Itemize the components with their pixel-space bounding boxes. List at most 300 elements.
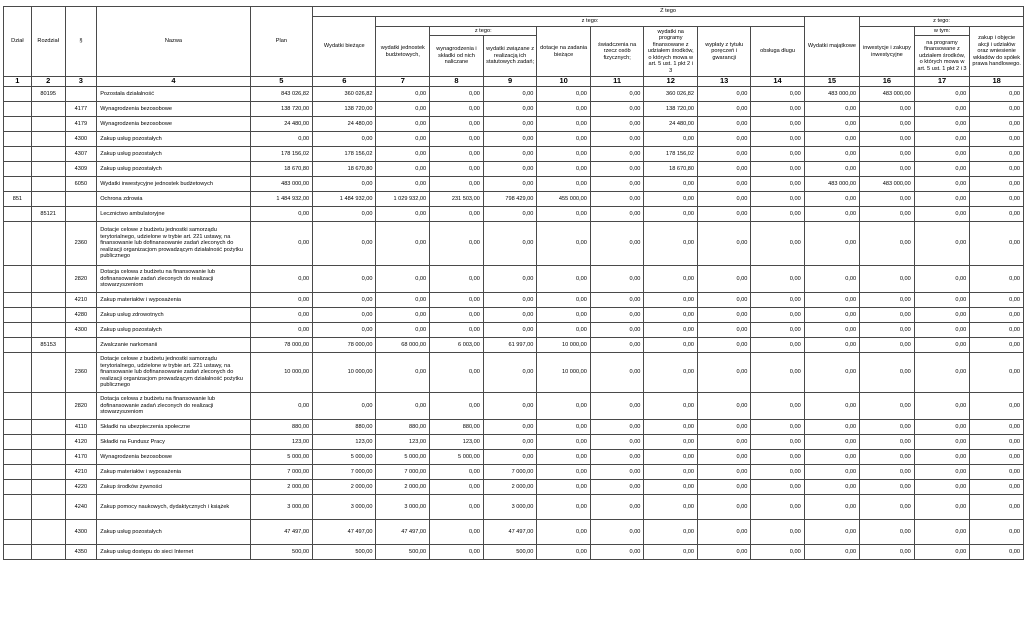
- amount-cell: 0,00: [313, 293, 376, 308]
- paragraf-cell: 4350: [65, 545, 97, 560]
- amount-cell: 0,00: [590, 435, 644, 450]
- dzial-cell: [4, 308, 32, 323]
- amount-cell: 0,00: [751, 117, 804, 132]
- col-number: 14: [751, 77, 804, 87]
- amount-cell: 3 000,00: [250, 495, 312, 520]
- header-inwestycje: inwestycje i zakupy inwestycyjne: [860, 27, 915, 77]
- amount-cell: 0,00: [914, 192, 970, 207]
- amount-cell: 0,00: [250, 266, 312, 293]
- amount-cell: 0,00: [644, 207, 698, 222]
- table-row: [4, 177, 1024, 192]
- amount-cell: 3 000,00: [376, 495, 430, 520]
- amount-cell: 0,00: [804, 323, 859, 338]
- amount-cell: 0,00: [804, 420, 859, 435]
- amount-cell: 123,00: [430, 435, 484, 450]
- amount-cell: 0,00: [644, 480, 698, 495]
- amount-cell: 0,00: [590, 480, 644, 495]
- header-z-tego-jednostek: z tego:: [430, 27, 537, 36]
- amount-cell: 0,00: [751, 102, 804, 117]
- amount-cell: 5 000,00: [376, 450, 430, 465]
- header-wynagrodzenia: wynagrodzenia i składki od nich naliczane: [430, 36, 484, 77]
- amount-cell: 0,00: [970, 102, 1024, 117]
- amount-cell: 0,00: [644, 450, 698, 465]
- amount-cell: 0,00: [698, 420, 751, 435]
- col-number: 8: [430, 77, 484, 87]
- amount-cell: 0,00: [914, 207, 970, 222]
- amount-cell: 178 156,02: [250, 147, 312, 162]
- amount-cell: 3 000,00: [483, 495, 537, 520]
- amount-cell: 0,00: [537, 480, 591, 495]
- amount-cell: 0,00: [590, 308, 644, 323]
- amount-cell: 0,00: [914, 87, 970, 102]
- rozdzial-cell: [31, 308, 65, 323]
- amount-cell: 0,00: [751, 435, 804, 450]
- amount-cell: 0,00: [698, 293, 751, 308]
- amount-cell: 0,00: [751, 177, 804, 192]
- dzial-cell: [4, 222, 32, 266]
- amount-cell: 0,00: [970, 162, 1024, 177]
- amount-cell: 0,00: [430, 266, 484, 293]
- amount-cell: 2 000,00: [483, 480, 537, 495]
- amount-cell: 7 000,00: [313, 465, 376, 480]
- dzial-cell: [4, 465, 32, 480]
- amount-cell: 0,00: [751, 323, 804, 338]
- amount-cell: 0,00: [751, 420, 804, 435]
- amount-cell: 0,00: [376, 87, 430, 102]
- rozdzial-cell: [31, 480, 65, 495]
- nazwa-cell: Zakup usług zdrowotnych: [97, 308, 250, 323]
- amount-cell: 0,00: [970, 393, 1024, 420]
- amount-cell: 10 000,00: [250, 353, 312, 393]
- nazwa-cell: Wydatki inwestycyjne jednostek budżetowych: [97, 177, 250, 192]
- table-row: [4, 266, 1024, 293]
- amount-cell: 24 480,00: [644, 117, 698, 132]
- amount-cell: 0,00: [698, 393, 751, 420]
- amount-cell: 178 156,02: [313, 147, 376, 162]
- amount-cell: 0,00: [804, 480, 859, 495]
- amount-cell: 0,00: [644, 132, 698, 147]
- amount-cell: 231 503,00: [430, 192, 484, 207]
- amount-cell: 0,00: [590, 222, 644, 266]
- amount-cell: 880,00: [313, 420, 376, 435]
- amount-cell: 7 000,00: [376, 465, 430, 480]
- amount-cell: 0,00: [698, 353, 751, 393]
- amount-cell: 0,00: [804, 338, 859, 353]
- amount-cell: 0,00: [751, 338, 804, 353]
- amount-cell: 0,00: [914, 308, 970, 323]
- amount-cell: 0,00: [644, 308, 698, 323]
- amount-cell: 0,00: [376, 117, 430, 132]
- amount-cell: 0,00: [376, 293, 430, 308]
- amount-cell: 0,00: [590, 177, 644, 192]
- paragraf-cell: 4280: [65, 308, 97, 323]
- amount-cell: 0,00: [590, 393, 644, 420]
- header-dotacje: dotacje na zadania bieżące: [537, 27, 591, 77]
- amount-cell: 3 000,00: [313, 495, 376, 520]
- col-number: 12: [644, 77, 698, 87]
- amount-cell: 0,00: [860, 353, 915, 393]
- amount-cell: 0,00: [313, 177, 376, 192]
- amount-cell: 0,00: [537, 117, 591, 132]
- amount-cell: 18 670,80: [644, 162, 698, 177]
- amount-cell: 0,00: [430, 177, 484, 192]
- amount-cell: 0,00: [537, 465, 591, 480]
- amount-cell: 0,00: [590, 207, 644, 222]
- amount-cell: 0,00: [698, 480, 751, 495]
- table-row: [4, 308, 1024, 323]
- amount-cell: 0,00: [804, 450, 859, 465]
- amount-cell: 0,00: [313, 323, 376, 338]
- amount-cell: 0,00: [698, 545, 751, 560]
- amount-cell: 0,00: [860, 545, 915, 560]
- amount-cell: 0,00: [751, 293, 804, 308]
- amount-cell: 0,00: [751, 480, 804, 495]
- amount-cell: 0,00: [376, 266, 430, 293]
- rozdzial-cell: [31, 177, 65, 192]
- paragraf-cell: 4170: [65, 450, 97, 465]
- table-row: [4, 545, 1024, 560]
- paragraf-cell: 4110: [65, 420, 97, 435]
- amount-cell: 0,00: [914, 480, 970, 495]
- amount-cell: 123,00: [250, 435, 312, 450]
- paragraf-cell: 4300: [65, 323, 97, 338]
- amount-cell: 0,00: [483, 308, 537, 323]
- rozdzial-cell: [31, 117, 65, 132]
- amount-cell: 5 000,00: [250, 450, 312, 465]
- amount-cell: 0,00: [804, 162, 859, 177]
- amount-cell: 0,00: [751, 353, 804, 393]
- amount-cell: 0,00: [970, 323, 1024, 338]
- amount-cell: 0,00: [860, 338, 915, 353]
- amount-cell: 1 484 932,00: [250, 192, 312, 207]
- amount-cell: 0,00: [313, 222, 376, 266]
- amount-cell: 0,00: [590, 117, 644, 132]
- dzial-cell: [4, 338, 32, 353]
- amount-cell: 0,00: [590, 450, 644, 465]
- rozdzial-cell: [31, 520, 65, 545]
- amount-cell: 0,00: [698, 102, 751, 117]
- col-number: 16: [860, 77, 915, 87]
- header-plan: Plan: [250, 7, 312, 77]
- amount-cell: 0,00: [430, 102, 484, 117]
- amount-cell: 0,00: [537, 162, 591, 177]
- table-header: [4, 7, 1024, 87]
- amount-cell: 0,00: [860, 192, 915, 207]
- amount-cell: 483 000,00: [804, 87, 859, 102]
- amount-cell: 0,00: [860, 465, 915, 480]
- dzial-cell: 851: [4, 192, 32, 207]
- amount-cell: 1 484 932,00: [313, 192, 376, 207]
- table-row: [4, 147, 1024, 162]
- paragraf-cell: 4309: [65, 162, 97, 177]
- dzial-cell: [4, 147, 32, 162]
- rozdzial-cell: [31, 162, 65, 177]
- paragraf-cell: 2820: [65, 266, 97, 293]
- paragraf-cell: 6050: [65, 177, 97, 192]
- amount-cell: 0,00: [537, 207, 591, 222]
- amount-cell: 0,00: [590, 495, 644, 520]
- amount-cell: 0,00: [914, 102, 970, 117]
- amount-cell: 0,00: [751, 207, 804, 222]
- nazwa-cell: Zakup usług pozostałych: [97, 323, 250, 338]
- amount-cell: 0,00: [698, 222, 751, 266]
- table-row: [4, 495, 1024, 520]
- amount-cell: 0,00: [644, 222, 698, 266]
- amount-cell: 0,00: [970, 480, 1024, 495]
- amount-cell: 0,00: [804, 495, 859, 520]
- dzial-cell: [4, 162, 32, 177]
- paragraf-cell: 2360: [65, 222, 97, 266]
- paragraf-cell: 2360: [65, 353, 97, 393]
- amount-cell: 455 000,00: [537, 192, 591, 207]
- amount-cell: 0,00: [970, 266, 1024, 293]
- amount-cell: 10 000,00: [313, 353, 376, 393]
- table-row: [4, 338, 1024, 353]
- nazwa-cell: Zakup usług pozostałych: [97, 520, 250, 545]
- amount-cell: 843 026,82: [250, 87, 312, 102]
- amount-cell: 0,00: [804, 353, 859, 393]
- dzial-cell: [4, 293, 32, 308]
- amount-cell: 0,00: [537, 266, 591, 293]
- header-programy: wydatki na programy finansowane z udziałem środków, o których mowa w art. 5 ust. 1 pkt 2 i 3: [644, 27, 698, 77]
- table-row: [4, 293, 1024, 308]
- amount-cell: 0,00: [590, 545, 644, 560]
- amount-cell: 798 429,00: [483, 192, 537, 207]
- col-number: 6: [313, 77, 376, 87]
- header-dzial: Dział: [4, 7, 32, 77]
- dzial-cell: [4, 520, 32, 545]
- amount-cell: 0,00: [970, 420, 1024, 435]
- amount-cell: 0,00: [590, 266, 644, 293]
- paragraf-cell: 4179: [65, 117, 97, 132]
- amount-cell: 0,00: [804, 465, 859, 480]
- amount-cell: 0,00: [970, 353, 1024, 393]
- amount-cell: 0,00: [313, 308, 376, 323]
- nazwa-cell: Zakup usług pozostałych: [97, 147, 250, 162]
- amount-cell: 0,00: [751, 147, 804, 162]
- amount-cell: 0,00: [376, 323, 430, 338]
- table-row: [4, 393, 1024, 420]
- amount-cell: 0,00: [970, 293, 1024, 308]
- col-number: 18: [970, 77, 1024, 87]
- amount-cell: 0,00: [698, 323, 751, 338]
- rozdzial-cell: [31, 393, 65, 420]
- amount-cell: 0,00: [590, 323, 644, 338]
- amount-cell: 0,00: [483, 353, 537, 393]
- amount-cell: 0,00: [430, 132, 484, 147]
- amount-cell: 0,00: [483, 87, 537, 102]
- amount-cell: 0,00: [590, 293, 644, 308]
- amount-cell: 360 026,82: [644, 87, 698, 102]
- amount-cell: 0,00: [804, 293, 859, 308]
- header-swiadczenia: świadczenia na rzecz osób fizycznych;: [590, 27, 644, 77]
- amount-cell: 0,00: [430, 87, 484, 102]
- amount-cell: 360 026,82: [313, 87, 376, 102]
- nazwa-cell: Składki na ubezpieczenia społeczne: [97, 420, 250, 435]
- amount-cell: 0,00: [914, 117, 970, 132]
- amount-cell: 0,00: [804, 147, 859, 162]
- dzial-cell: [4, 495, 32, 520]
- amount-cell: 483 000,00: [860, 87, 915, 102]
- amount-cell: 0,00: [804, 207, 859, 222]
- amount-cell: 0,00: [914, 465, 970, 480]
- amount-cell: 0,00: [970, 520, 1024, 545]
- rozdzial-cell: [31, 192, 65, 207]
- amount-cell: 0,00: [537, 132, 591, 147]
- col-number: 11: [590, 77, 644, 87]
- amount-cell: 178 156,02: [644, 147, 698, 162]
- amount-cell: 47 497,00: [250, 520, 312, 545]
- amount-cell: 0,00: [860, 207, 915, 222]
- header-nazwa: Nazwa: [97, 7, 250, 77]
- amount-cell: 0,00: [430, 308, 484, 323]
- amount-cell: 78 000,00: [250, 338, 312, 353]
- amount-cell: 0,00: [970, 450, 1024, 465]
- amount-cell: 0,00: [537, 450, 591, 465]
- col-number: 4: [97, 77, 250, 87]
- nazwa-cell: Zakup pomocy naukowych, dydaktycznych i książek: [97, 495, 250, 520]
- amount-cell: 0,00: [430, 207, 484, 222]
- rozdzial-cell: [31, 495, 65, 520]
- amount-cell: 0,00: [860, 132, 915, 147]
- amount-cell: 0,00: [970, 192, 1024, 207]
- paragraf-cell: 4307: [65, 147, 97, 162]
- rozdzial-cell: 85121: [31, 207, 65, 222]
- amount-cell: 0,00: [590, 87, 644, 102]
- amount-cell: 880,00: [430, 420, 484, 435]
- amount-cell: 0,00: [644, 323, 698, 338]
- amount-cell: 0,00: [376, 222, 430, 266]
- amount-cell: 0,00: [804, 192, 859, 207]
- amount-cell: 0,00: [914, 177, 970, 192]
- amount-cell: 0,00: [590, 147, 644, 162]
- rozdzial-cell: [31, 266, 65, 293]
- paragraf-cell: 4120: [65, 435, 97, 450]
- amount-cell: 0,00: [970, 308, 1024, 323]
- amount-cell: 1 029 932,00: [376, 192, 430, 207]
- paragraf-cell: [65, 207, 97, 222]
- amount-cell: 138 720,00: [644, 102, 698, 117]
- nazwa-cell: Zakup usług pozostałych: [97, 132, 250, 147]
- amount-cell: 0,00: [430, 353, 484, 393]
- header-z-tego-biezace: z tego:: [376, 17, 804, 27]
- amount-cell: 0,00: [644, 293, 698, 308]
- amount-cell: 0,00: [914, 323, 970, 338]
- amount-cell: 0,00: [860, 480, 915, 495]
- amount-cell: 0,00: [698, 132, 751, 147]
- amount-cell: 0,00: [804, 520, 859, 545]
- amount-cell: 0,00: [537, 323, 591, 338]
- rozdzial-cell: [31, 132, 65, 147]
- header-statutowe: wydatki związane z realizacją ich statutowych zadań;: [483, 36, 537, 77]
- table-row: [4, 353, 1024, 393]
- paragraf-cell: 4300: [65, 132, 97, 147]
- amount-cell: 0,00: [313, 207, 376, 222]
- amount-cell: 0,00: [804, 132, 859, 147]
- amount-cell: 2 000,00: [376, 480, 430, 495]
- amount-cell: 0,00: [590, 353, 644, 393]
- amount-cell: 0,00: [537, 545, 591, 560]
- rozdzial-cell: [31, 435, 65, 450]
- amount-cell: 0,00: [860, 266, 915, 293]
- amount-cell: 500,00: [376, 545, 430, 560]
- amount-cell: 0,00: [537, 293, 591, 308]
- col-number: 15: [804, 77, 859, 87]
- amount-cell: 0,00: [483, 266, 537, 293]
- amount-cell: 0,00: [698, 192, 751, 207]
- amount-cell: 0,00: [250, 393, 312, 420]
- amount-cell: 0,00: [430, 545, 484, 560]
- amount-cell: 0,00: [804, 545, 859, 560]
- amount-cell: 0,00: [376, 207, 430, 222]
- amount-cell: 0,00: [430, 520, 484, 545]
- amount-cell: 0,00: [376, 147, 430, 162]
- nazwa-cell: Dotacja celowa z budżetu na finansowanie lub dofinansowanie zadań zleconych do realizacji stowarzyszeniom: [97, 393, 250, 420]
- table-row: [4, 520, 1024, 545]
- header-obsluga-dlugu: obsługa długu: [751, 27, 804, 77]
- amount-cell: 10 000,00: [537, 338, 591, 353]
- amount-cell: 0,00: [914, 520, 970, 545]
- amount-cell: 0,00: [376, 162, 430, 177]
- amount-cell: 0,00: [860, 222, 915, 266]
- amount-cell: 0,00: [751, 222, 804, 266]
- dzial-cell: [4, 435, 32, 450]
- amount-cell: 0,00: [970, 132, 1024, 147]
- amount-cell: 0,00: [970, 222, 1024, 266]
- amount-cell: 0,00: [860, 435, 915, 450]
- amount-cell: 0,00: [914, 495, 970, 520]
- amount-cell: 0,00: [483, 132, 537, 147]
- amount-cell: 0,00: [860, 293, 915, 308]
- amount-cell: 0,00: [804, 102, 859, 117]
- nazwa-cell: Lecznictwo ambulatoryjne: [97, 207, 250, 222]
- amount-cell: 0,00: [313, 266, 376, 293]
- amount-cell: 0,00: [914, 147, 970, 162]
- table-row: [4, 420, 1024, 435]
- amount-cell: 24 480,00: [250, 117, 312, 132]
- amount-cell: 0,00: [751, 465, 804, 480]
- amount-cell: 0,00: [537, 102, 591, 117]
- amount-cell: 5 000,00: [313, 450, 376, 465]
- amount-cell: 0,00: [250, 293, 312, 308]
- col-number: 17: [914, 77, 970, 87]
- amount-cell: 0,00: [376, 353, 430, 393]
- amount-cell: 0,00: [698, 162, 751, 177]
- amount-cell: 0,00: [698, 465, 751, 480]
- amount-cell: 0,00: [430, 147, 484, 162]
- amount-cell: 0,00: [914, 222, 970, 266]
- amount-cell: 500,00: [483, 545, 537, 560]
- amount-cell: 0,00: [860, 308, 915, 323]
- nazwa-cell: Wynagrodzenia bezosobowe: [97, 450, 250, 465]
- amount-cell: 0,00: [914, 545, 970, 560]
- paragraf-cell: 4220: [65, 480, 97, 495]
- amount-cell: 138 720,00: [250, 102, 312, 117]
- rozdzial-cell: [31, 323, 65, 338]
- amount-cell: 0,00: [376, 132, 430, 147]
- table-row: [4, 222, 1024, 266]
- nazwa-cell: Ochrona zdrowia: [97, 192, 250, 207]
- amount-cell: 0,00: [914, 450, 970, 465]
- rozdzial-cell: [31, 353, 65, 393]
- rozdzial-cell: [31, 147, 65, 162]
- amount-cell: 0,00: [537, 435, 591, 450]
- amount-cell: 0,00: [483, 420, 537, 435]
- amount-cell: 0,00: [537, 308, 591, 323]
- amount-cell: 0,00: [430, 117, 484, 132]
- col-number: 1: [4, 77, 32, 87]
- header-z-tego-majatkowe: z tego:: [860, 17, 1024, 27]
